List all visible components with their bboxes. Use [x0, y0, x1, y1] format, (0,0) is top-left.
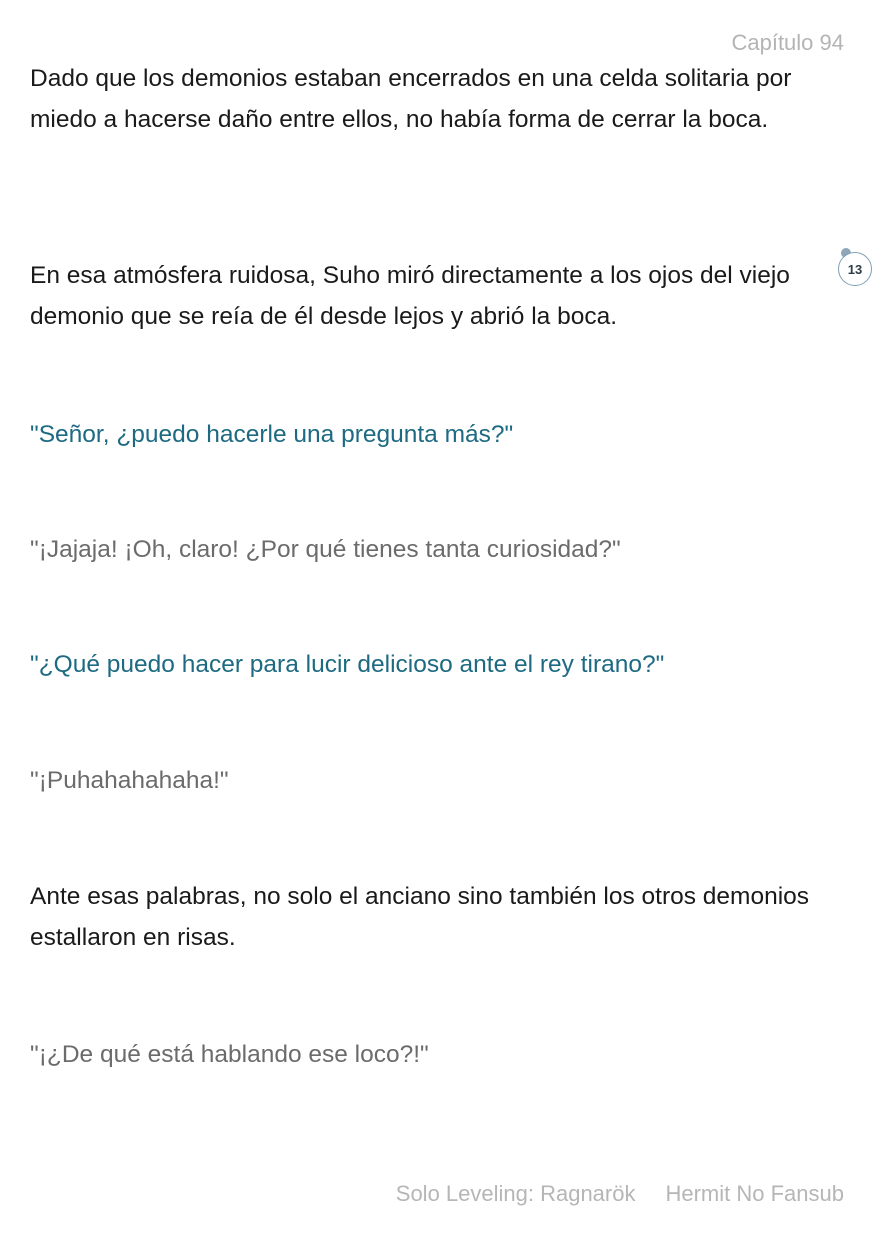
dialogue-line: "¡Puhahahahaha!" [30, 767, 229, 794]
chapter-label: Capítulo 94 [731, 30, 844, 55]
comment-count-badge[interactable]: 13 [838, 252, 872, 286]
dialogue-line: "Señor, ¿puedo hacerle una pregunta más?" [30, 421, 514, 448]
paragraph-narration: Dado que los demonios estaban encerrados en una celda solitaria por miedo a hacerse daño entre ellos, no había forma de cerrar la boca. [30, 65, 792, 133]
dialogue-line: "¡¿De qué está hablando ese loco?!" [30, 1041, 429, 1068]
dialogue-line: "¡Jajaja! ¡Oh, claro! ¿Por qué tienes tanta curiosidad?" [30, 536, 621, 563]
footer [396, 1181, 844, 1207]
footer-title: Solo Leveling: Ragnarök [395, 1181, 636, 1206]
footer-group: Hermit No Fansub [665, 1181, 844, 1206]
paragraph-narration: Ante esas palabras, no solo el anciano sino también los otros demonios estallaron en risas. [30, 883, 810, 951]
paragraph-narration: En esa atmósfera ruidosa, Suho miró directamente a los ojos del viejo demonio que se reía de él desde lejos y abrió la boca. [30, 262, 790, 330]
dialogue-line: "¿Qué puedo hacer para lucir delicioso ante el rey tirano?" [30, 651, 665, 678]
